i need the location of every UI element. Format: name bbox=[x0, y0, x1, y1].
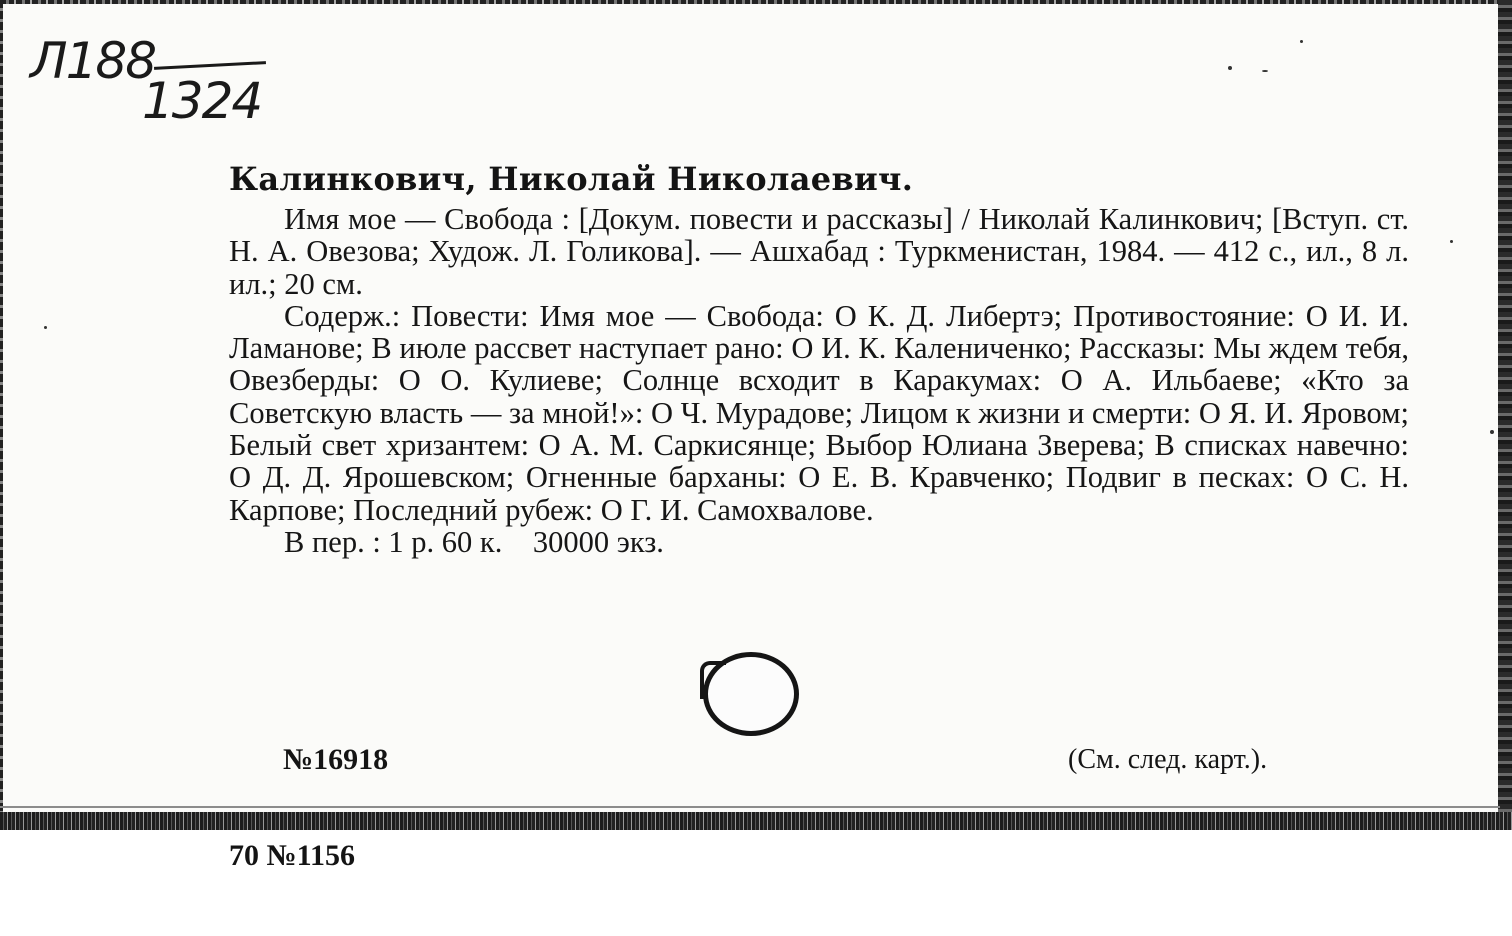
bibliographic-record bbox=[229, 203, 1409, 558]
registration-numbers bbox=[229, 680, 388, 936]
dust-speck bbox=[44, 326, 47, 329]
card-left-edge bbox=[0, 0, 3, 830]
author-heading: Калинкович, Николай Николаевич. bbox=[229, 160, 914, 198]
title-description: Имя мое — Свобода : [Докум. повести и рассказы] / Николай Калинкович; [Вступ. ст. Н. А. Овезова; Худож. Л. Голикова]. — Ашхабад : Туркменистан, 1984. — 412 с., ил., 8 л. ил.; 20 см. bbox=[229, 202, 1409, 301]
registration-number-2: 70 №1156 bbox=[229, 839, 355, 872]
dust-speck bbox=[1262, 70, 1268, 72]
registration-number-1: №16918 bbox=[283, 743, 389, 776]
shelf-mark-fraction-line bbox=[154, 61, 266, 70]
shelf-mark-number: Л188 bbox=[30, 32, 156, 90]
price-and-print-run: В пер. : 1 р. 60 к. 30000 экз. bbox=[284, 524, 664, 559]
punch-hole-notch bbox=[700, 661, 726, 699]
dust-speck bbox=[1490, 430, 1494, 434]
card-bottom-edge bbox=[0, 812, 1512, 830]
dust-speck bbox=[1450, 240, 1453, 243]
contents-note: Содерж.: Повести: Имя мое — Свобода: О К. Д. Либертэ; Противостояние: О И. И. Ламанове; В июле рассвет наступает рано: О И. К. Калениченко; Рассказы: Мы ждем тебя, Овезберды: О О. Кулиеве; Солнце всходит в Каракумах: О А. Ильбаеве; «Кто за Советскую власть — за мной!»: О Ч. Мурадове; Лицом к жизни и смерти: О Я. И. Яровом; Белый свет хризантем: О А. М. Саркисянце; Выбор Юлиана Зверева; В списках навечно: О Д. Д. Ярошевском; Огненные барханы: О Е. В. Кравченко; Подвиг в песках: О С. Н. Карпове; Последний рубеж: О Г. И. Самохвалове. bbox=[229, 298, 1409, 527]
shelf-mark-fraction: 1324 bbox=[142, 72, 262, 130]
continuation-note: (См. след. карт.). bbox=[1068, 744, 1268, 775]
card-right-edge bbox=[1498, 0, 1512, 830]
dust-speck bbox=[1300, 40, 1303, 43]
card-top-edge bbox=[0, 0, 1512, 4]
card-bottom-rule bbox=[0, 806, 1500, 808]
dust-speck bbox=[1228, 66, 1232, 70]
